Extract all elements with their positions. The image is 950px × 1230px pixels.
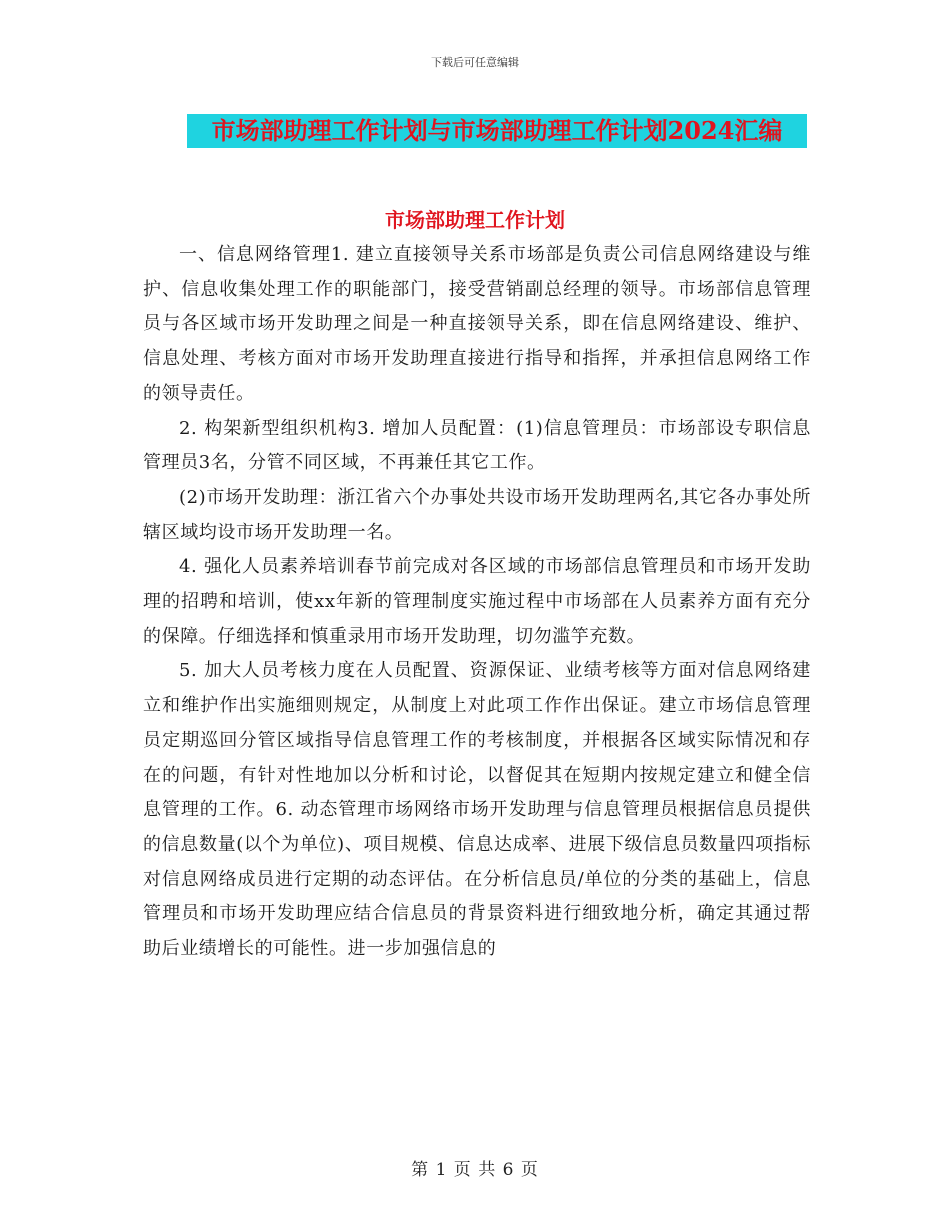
- header-note: 下载后可任意编辑: [431, 56, 519, 69]
- paragraph-4: 4. 强化人员素养培训春节前完成对各区域的市场部信息管理员和市场开发助理的招聘和培训，使xx年新的管理制度实施过程中市场部在人员素养方面有充分的保障。仔细选择和慎重录用市场开发助理，切勿滥竽充数。: [143, 556, 811, 647]
- section-title: 市场部助理工作计划: [385, 208, 565, 232]
- paragraph-2: 2. 构架新型组织机构3. 增加人员配置：(1)信息管理员：市场部设专职信息管理员3名，分管不同区域，不再兼任其它工作。: [143, 417, 811, 474]
- paragraph-1: 一、信息网络管理1. 建立直接领导关系市场部是负责公司信息网络建设与维护、信息收集处理工作的职能部门，接受营销副总经理的领导。市场部信息管理员与各区域市场开发助理之间是一种直接领导关系，即在信息网络建设、维护、信息处理、考核方面对市场开发助理直接进行指导和指挥，并承担信息网络工作的领导责任。: [143, 244, 811, 404]
- paragraph-5: 5. 加大人员考核力度在人员配置、资源保证、业绩考核等方面对信息网络建立和维护作出实施细则规定，从制度上对此项工作作出保证。建立市场信息管理员定期巡回分管区域指导信息管理工作的考核制度，并根据各区域实际情况和存在的问题，有针对性地加以分析和讨论，以督促其在短期内按规定建立和健全信息管理的工作。6. 动态管理市场网络市场开发助理与信息管理员根据信息员提供的信息数量(以个为单位)、项目规模、信息达成率、进展下级信息员数量四项指标对信息网络成员进行定期的动态评估。在分析信息员/单位的分类的基础上，信息管理员和市场开发助理应结合信息员的背景资料进行细致地分析，确定其通过帮助后业绩增长的可能性。进一步加强信息的: [143, 660, 811, 960]
- document-body: [143, 238, 811, 967]
- page-footer: 第 1 页 共 6 页: [411, 1160, 539, 1180]
- document-title: 市场部助理工作计划与市场部助理工作计划2024汇编: [187, 114, 807, 148]
- paragraph-3: (2)市场开发助理：浙江省六个办事处共设市场开发助理两名,其它各办事处所辖区域均设市场开发助理一名。: [143, 486, 811, 543]
